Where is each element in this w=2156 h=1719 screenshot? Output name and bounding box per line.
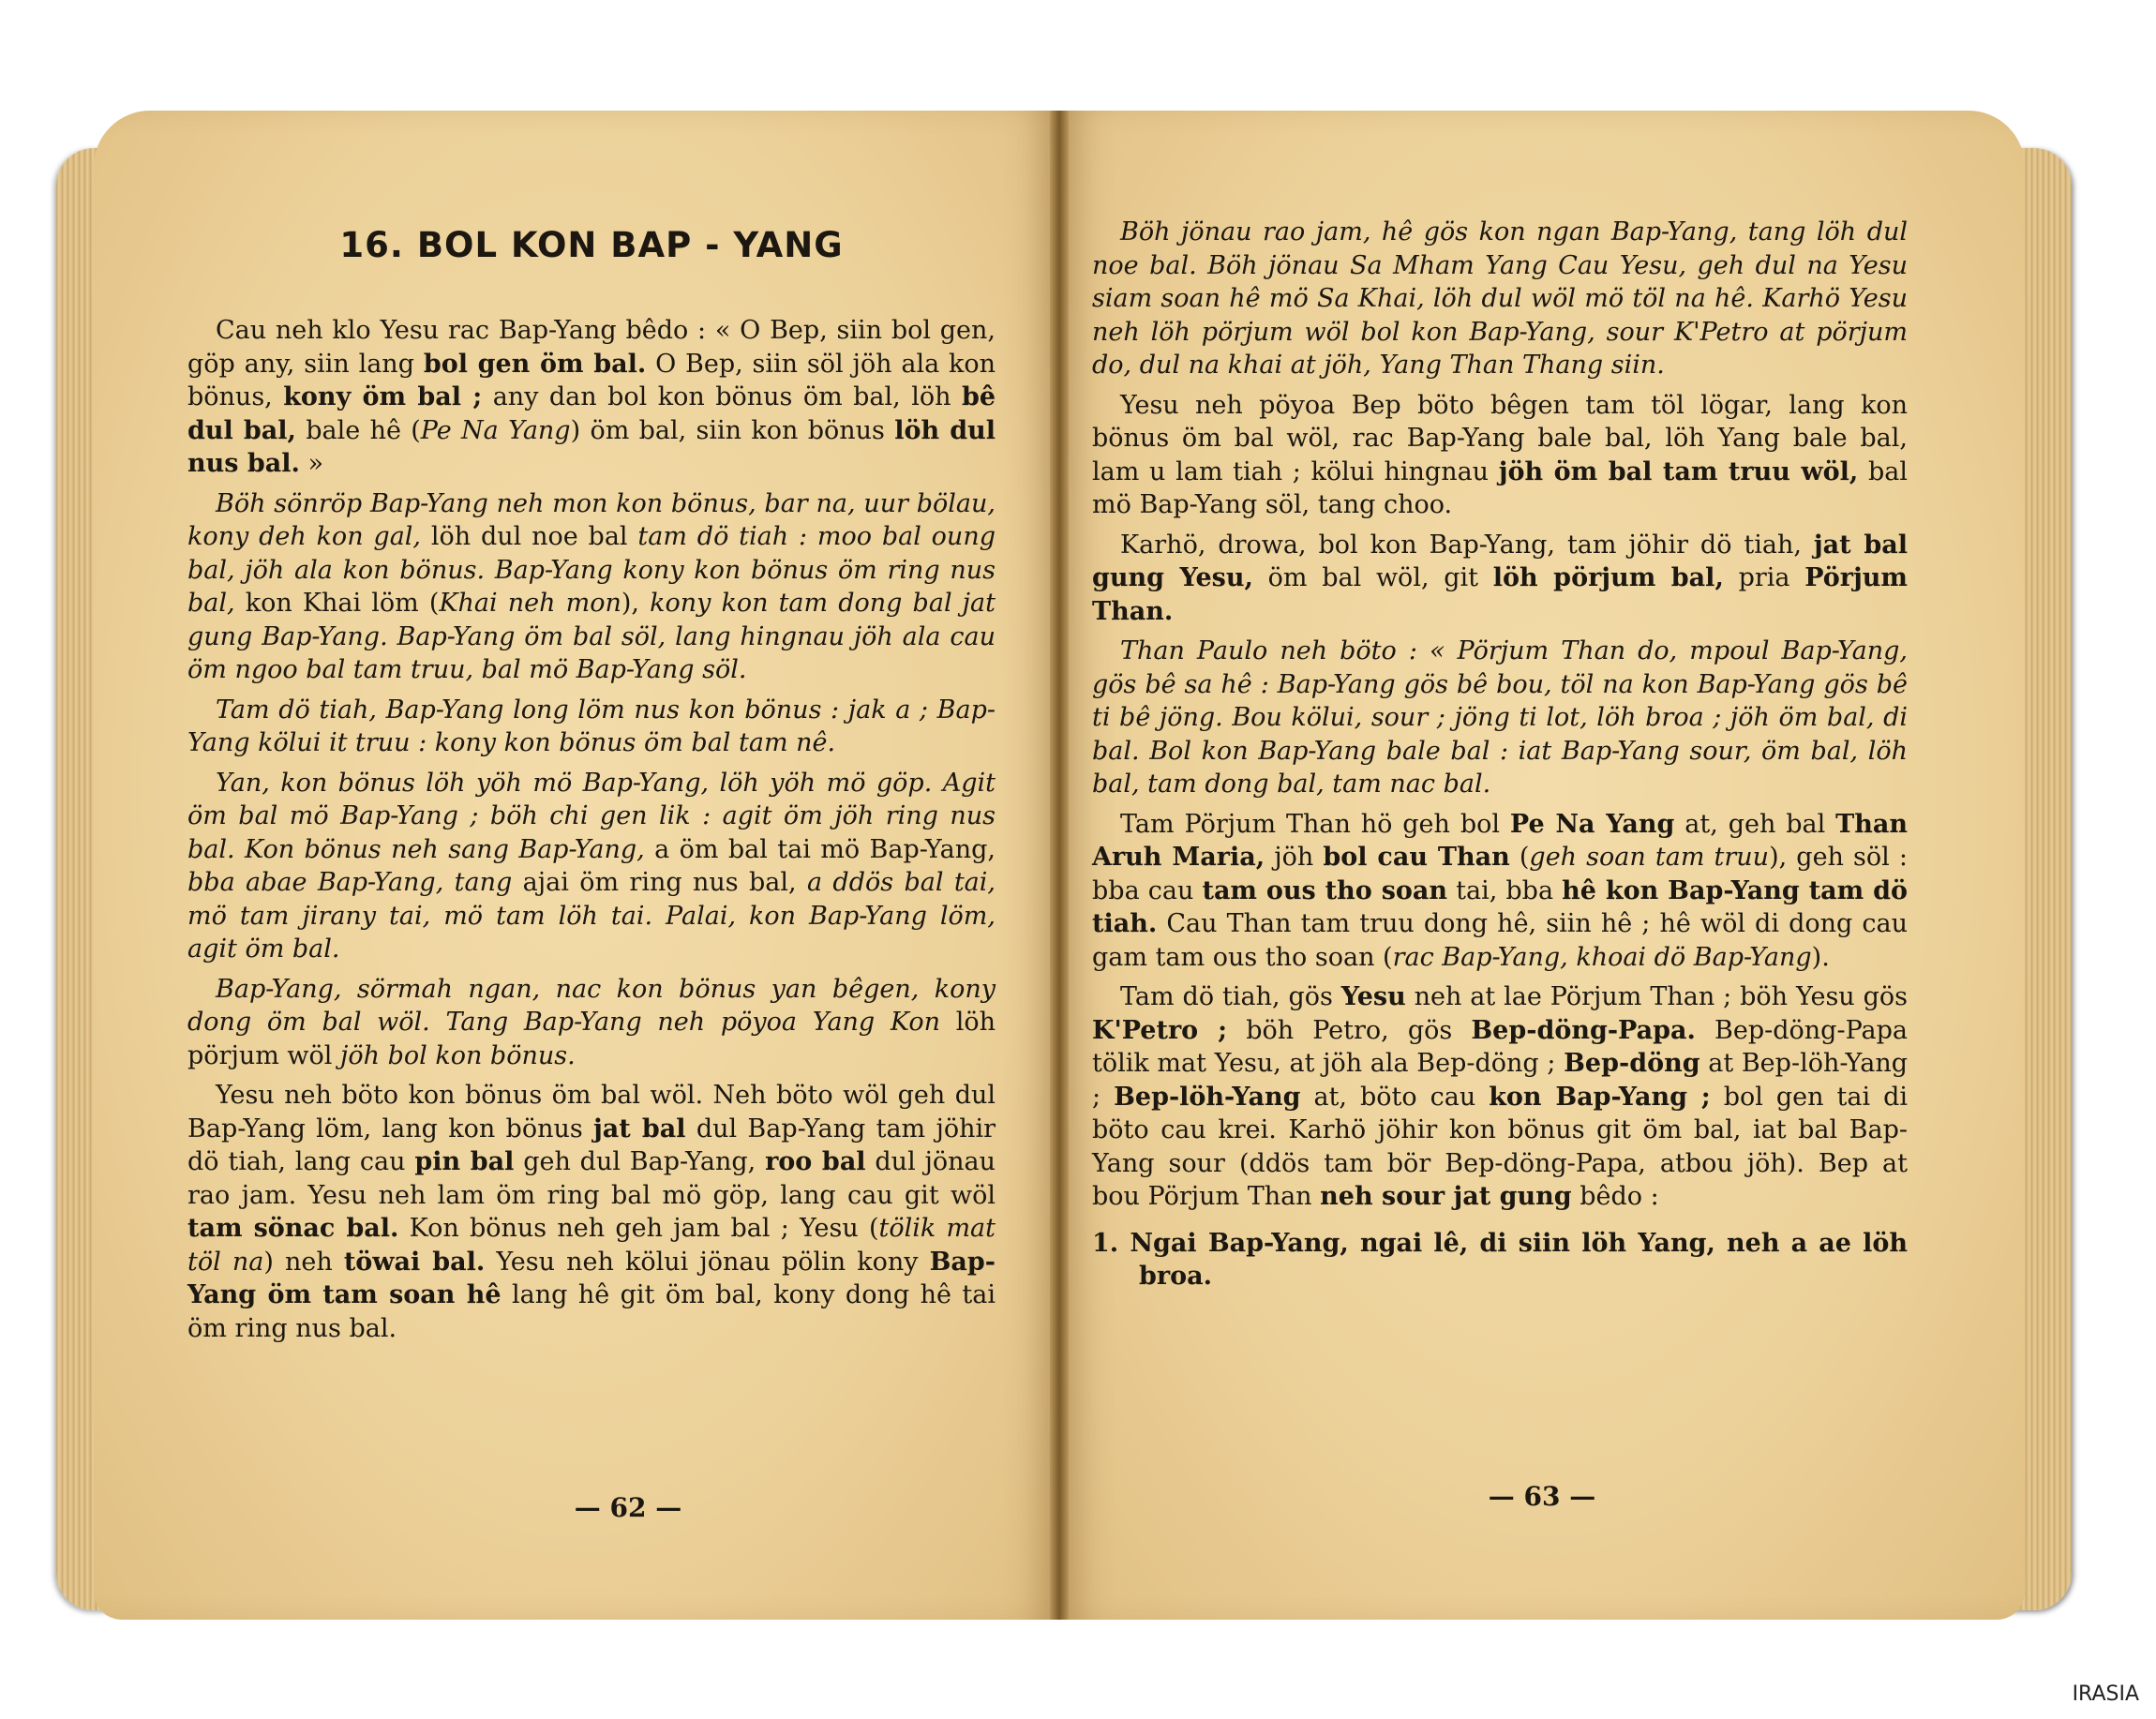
paragraph [187,694,996,760]
text-run: bêdo : [1571,1182,1659,1211]
text-run: töwai bal. [343,1247,486,1277]
text-run: tam ous tho soan [1202,875,1448,905]
text-run: öm bal wöl, git [1252,563,1493,592]
text-run: at Bep-löh-Yang ; [1092,1049,1909,1112]
text-run: Bep-döng-Papa. [1471,1015,1696,1045]
text-run: Tam dö tiah, gös [1120,982,1341,1011]
text-run: roo bal [765,1147,866,1176]
text-run: Pe Na Yang [1509,809,1675,839]
text-run: ), geh söl : bba cau [1092,843,1908,905]
paragraph [1092,216,1908,382]
text-run: jöh [1265,843,1324,872]
text-run: tai, bba [1447,875,1563,905]
text-run: Böh jönau rao jam, hê gös kon ngan Bap-Yang, tang löh dul noe bal. Böh jönau Sa Mham Yang Cau Yesu, geh dul na Yesu siam soan hê mö Sa Khai, löh dul wöl mö töl na hê. Karhö Yesu neh löh pörjum wöl bol kon Bap-Yang, sour K'Petro at pörjum do, dul na khai at jöh, Yang Than Thang siin. [1092,217,1908,380]
text-run: löh pörjum bal, [1492,563,1724,592]
paragraph [1092,389,1908,522]
text-run: jöh öm bal tam truu wöl, [1498,456,1859,486]
paragraph [1092,980,1908,1214]
text-run: tam sönac bal. [187,1214,399,1243]
text-run: löh pörjum wöl [187,1008,996,1070]
text-run: Tam dö tiah, Bap-Yang long löm nus kon bönus : jak a ; Bap-Yang kölui it truu : kony kon bönus öm bal tam nê. [187,695,996,757]
watermark: IRASIA [2072,1682,2139,1706]
text-run: O Bep, siin söl jöh ala kon bönus, [187,349,996,411]
text-run: dul jönau rao jam. Yesu neh lam öm ring bal mö göp, lang cau git wöl [187,1147,996,1210]
text-run: Yesu [1340,982,1406,1011]
text-run: geh dul Bap-Yang, [514,1147,766,1176]
text-run: Pörjum Than. [1092,563,1908,626]
text-run: a öm bal tai mö Bap-Yang, [644,834,996,864]
text-run: pin bal [414,1147,515,1176]
text-run: löh dul nus bal. [187,415,996,478]
text-run: Cau Than tam truu dong hê, siin hê ; hê wöl di dong cau gam tam ous tho soan ( [1092,909,1908,972]
page-number-left: — 62 — [574,1492,682,1523]
text-run: ) öm bal, siin kon bönus [570,415,895,445]
text-run: any dan bol kon bönus öm bal, löh [482,382,962,411]
text-run: jat bal [593,1114,686,1144]
text-run: ajai öm ring nus bal, [512,868,807,897]
text-run: Bap-Yang öm tam soan hê [187,1247,996,1309]
text-run: Bep-löh-Yang [1114,1082,1301,1112]
paragraph [187,314,996,481]
text-run: löh dul noe bal [421,522,638,551]
text-run: Böh sönröp Bap-Yang neh mon kon bönus, bar na, uur bölau, kony deh kon gal, [187,488,996,551]
text-run: Yesu neh kölui jönau pölin kony [485,1247,930,1277]
text-run: böh Petro, gös [1227,1015,1472,1045]
text-run: bol gen öm bal. [423,349,647,379]
text-run: jöh bol kon bönus. [339,1040,576,1070]
paragraph [1092,635,1908,801]
text-run: Karhö, drowa, bol kon Bap-Yang, tam jöhir dö tiah, [1120,530,1814,560]
text-run: tölik mat töl na [187,1214,996,1277]
text-run: kon Bap-Yang ; [1489,1082,1711,1112]
chapter-heading: 16. BOL KON BAP - YANG [339,225,844,265]
paragraph [187,487,996,687]
text-run: ). [1811,942,1830,972]
left-page-text [187,314,996,1352]
text-run: kon Khai löm ( [234,589,440,618]
text-run: lang hê git öm bal, kony dong hê tai öm ring nus bal. [187,1280,996,1343]
text-run: Yan, kon bönus löh yöh mö Bap-Yang, löh yöh mö göp. Agit öm bal mö Bap-Yang ; böh chi gen lik : agit öm jöh ring nus bal. Kon bönus neh sang Bap-Yang, [187,768,996,864]
paragraph [187,973,996,1073]
text-run: Yesu neh böto kon bönus öm bal wöl. Neh böto wöl geh dul Bap-Yang löm, lang kon bönus [187,1081,996,1144]
text-run: at, geh bal [1674,809,1836,839]
text-run: ), [621,589,651,618]
paragraph [187,1079,996,1345]
text-run: Bep-döng [1564,1049,1700,1078]
right-page-text [1092,216,1908,1300]
text-run: Pe Na Yang [420,415,571,445]
text-run: bol gen tai di böto cau krei. Karhö jöhir kon bönus git öm bal, iat bal Bap-Yang sour (ddös tam bör Bep-döng-Papa, atbou jöh). Bep at bou Pörjum Than [1092,1082,1908,1211]
text-run: jat bal gung Yesu, [1092,530,1908,592]
text-run: at, böto cau [1300,1082,1490,1112]
text-run: Bep-döng-Papa tölik mat Yesu, at jöh ala Bep-döng ; [1092,1015,1909,1078]
text-run: Cau neh klo Yesu rac Bap-Yang bêdo : « O Bep, siin bol gen, göp any, siin lang [187,316,996,379]
text-run: bê dul bal, [187,382,996,445]
paragraph [1092,808,1908,975]
text-run: Than Paulo neh böto : « Pörjum Than do, mpoul Bap-Yang, gös bê sa hê : Bap-Yang gös bê bou, töl na kon Bap-Yang gös bê ti bê jöng. Bou kölui, sour ; jöng ti lot, löh broa ; jöh öm bal, di bal. Bol kon Bap-Yang bale bal : iat Bap-Yang sour, öm bal, löh bal, tam dong bal, tam nac bal. [1092,636,1908,799]
text-run: a ddös bal tai, mö tam jirany tai, mö tam löh tai. Palai, kon Bap-Yang löm, agit öm bal. [187,868,996,964]
text-run: bba abae Bap-Yang, tang [187,868,513,897]
text-run: Yesu neh pöyoa Bep böto bêgen tam töl lögar, lang kon bönus öm bal wöl, rac Bap-Yang bale bal, löh Yang bale bal, lam u lam tiah ; kölui hingnau [1092,390,1908,486]
paragraph [1092,529,1908,629]
text-run: Bap-Yang, sörmah ngan, nac kon bönus yan bêgen, kony dong öm bal wöl. Tang Bap-Yang neh pöyoa Yang Kon [187,974,996,1037]
text-run: Than Aruh Maria, [1092,809,1909,872]
book-gutter [1050,111,1069,1620]
text-run: » [299,449,324,478]
paragraph [187,767,996,966]
text-run: neh sour jat gung [1320,1182,1572,1211]
text-run: bol cau Than [1323,843,1510,872]
text-run: hê kon Bap-Yang tam dö tiah. [1092,875,1909,938]
text-run: tam dö tiah : moo bal oung bal, jöh ala kon bönus. Bap-Yang kony kon bönus öm ring nus bal, [187,522,996,618]
text-run: rac Bap-Yang, khoai dö Bap-Yang [1392,942,1812,972]
text-run: kony kon tam dong bal jat gung Bap-Yang. Bap-Yang öm bal söl, lang hingnau jöh ala cau öm ngoo bal tam truu, bal mö Bap-Yang söl. [187,589,996,684]
text-run: K'Petro ; [1092,1015,1228,1045]
list-item: 1. Ngai Bap-Yang, ngai lê, di siin löh Yang, neh a ae löh broa. [1092,1228,1908,1291]
text-run: pria [1723,563,1805,592]
text-run: geh soan tam truu [1529,843,1770,872]
page-number-right: — 63 — [1488,1481,1596,1512]
text-run: neh at lae Pörjum Than ; böh Yesu gös [1405,982,1908,1011]
text-run: ( [1509,843,1530,872]
text-run: bale hê ( [295,415,421,445]
text-run: Tam Pörjum Than hö geh bol [1120,809,1510,839]
text-run: bal mö Bap-Yang söl, tang choo. [1092,456,1908,519]
text-run: kony öm bal ; [283,382,483,411]
text-run: Kon bönus neh geh jam bal ; Yesu ( [398,1214,879,1243]
text-run: Khai neh mon [439,589,621,618]
text-run: ) neh [263,1247,344,1277]
text-run: dul Bap-Yang tam jöhir dö tiah, lang cau [187,1114,996,1176]
